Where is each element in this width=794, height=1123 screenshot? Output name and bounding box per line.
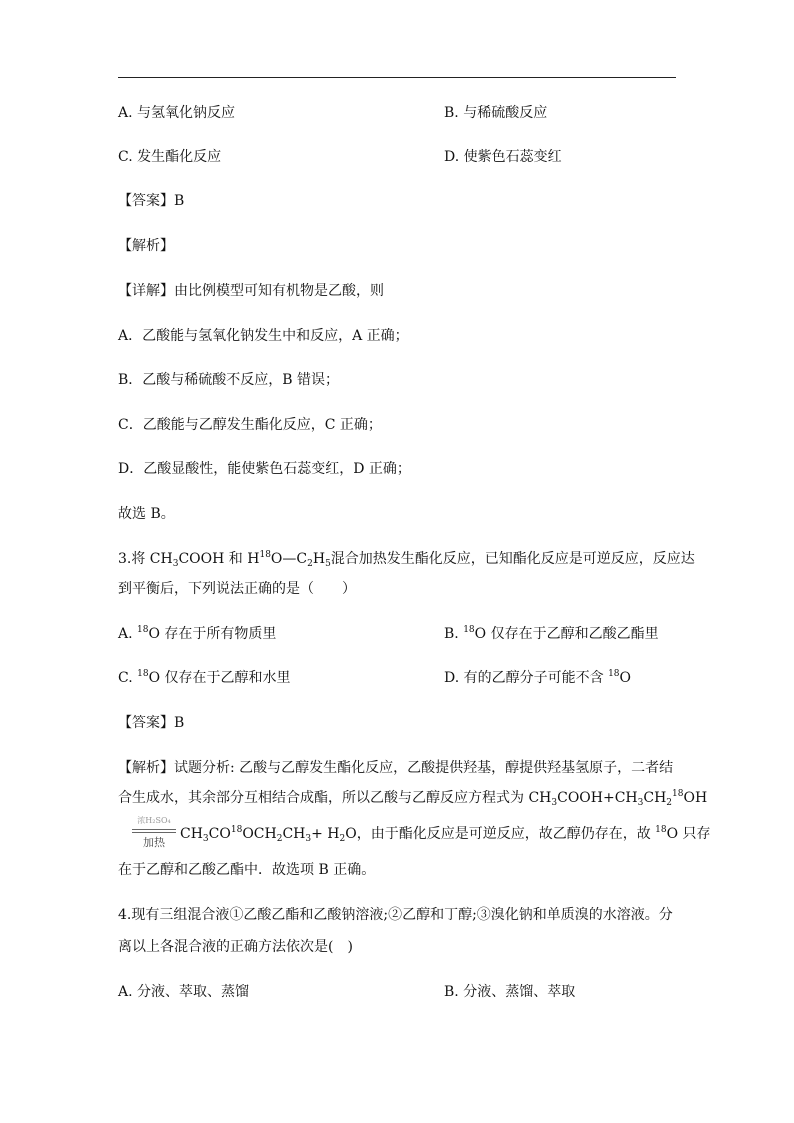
q3-option-d: D. 有的乙醇分子可能不含 $^{18}$O <box>444 669 632 686</box>
q2-answer: 【答案】B <box>118 193 185 209</box>
q2-detail: 【详解】由比例模型可知有机物是乙酸，则 <box>118 283 384 299</box>
q3-analysis-line1: 【解析】试题分析: 乙酸与乙醇发生酯化反应，乙酸提供羟基，醇提供羟基氢原子，二者结 <box>118 760 674 776</box>
q4-option-a: A. 分液、萃取、蒸馏 <box>118 984 250 1000</box>
q2-point-b: B．乙酸与稀硫酸不反应，B 错误； <box>118 372 340 388</box>
q4-stem-line2: 离以上各混合液的正确方法依次是( ) <box>118 939 353 955</box>
q3-stem-line1: 3.将 $CH_3COOH$ 和 $H^{18}O—C_2H_5$混合加热发生酯化反应，已知酯化反应是可逆反应，反应达 <box>118 550 695 569</box>
q2-option-c: C. 发生酯化反应 <box>118 149 222 165</box>
q4-stem-line1: 4.现有三组混合液①乙酸乙酯和乙酸钠溶液;②乙醇和丁醇;③溴化钠和单质溴的水溶液。分 <box>118 907 673 923</box>
q2-point-c: C．乙酸能与乙醇发生酯化反应，C 正确； <box>118 417 382 433</box>
q2-option-d: D. 使紫色石蕊变红 <box>444 149 562 165</box>
q3-option-b: B. $^{18}$O 仅存在于乙醇和乙酸乙酯里 <box>444 625 659 642</box>
q3-analysis-line2: 合生成水，其余部分互相结合成酯，所以乙酸与乙醇反应方程式为 $CH_3COOH+CH_3CH_2^{18}OH$ <box>118 789 708 808</box>
q2-point-a: A．乙酸能与氢氧化钠发生中和反应，A 正确； <box>118 328 409 344</box>
reaction-condition-arrow <box>132 816 176 852</box>
q3-answer: 【答案】B <box>118 715 185 731</box>
condition-bar-top <box>132 829 176 830</box>
condition-catalyst-label: 浓H₂SO₄ <box>137 816 171 825</box>
q3-analysis-line3: $CH_3CO^{18}OCH_2CH_3+ H_2O$，由于酯化反应是可逆反应，故乙醇仍存在，故 $^{18}$O 只存 <box>180 825 711 844</box>
q3-stem-line2: 到平衡后，下列说法正确的是（ ） <box>118 581 356 597</box>
q2-analysis-heading: 【解析】 <box>118 238 174 254</box>
q3-option-a: A. $^{18}$O 存在于所有物质里 <box>118 625 277 642</box>
q4-option-b: B. 分液、蒸馏、萃取 <box>444 984 576 1000</box>
q2-option-a: A. 与氢氧化钠反应 <box>118 105 236 121</box>
condition-bar-bottom <box>132 832 176 833</box>
q2-option-b: B. 与稀硫酸反应 <box>444 105 548 121</box>
q3-option-c: C. $^{18}$O 仅存在于乙醇和水里 <box>118 669 291 686</box>
q2-point-d: D．乙酸显酸性，能使紫色石蕊变红，D 正确； <box>118 461 411 477</box>
q3-analysis-line4: 在于乙醇和乙酸乙酯中．故选项 B 正确。 <box>118 862 376 878</box>
header-rule <box>118 77 676 78</box>
q2-conclusion: 故选 B。 <box>118 506 175 522</box>
condition-heat-label: 加热 <box>143 836 165 849</box>
